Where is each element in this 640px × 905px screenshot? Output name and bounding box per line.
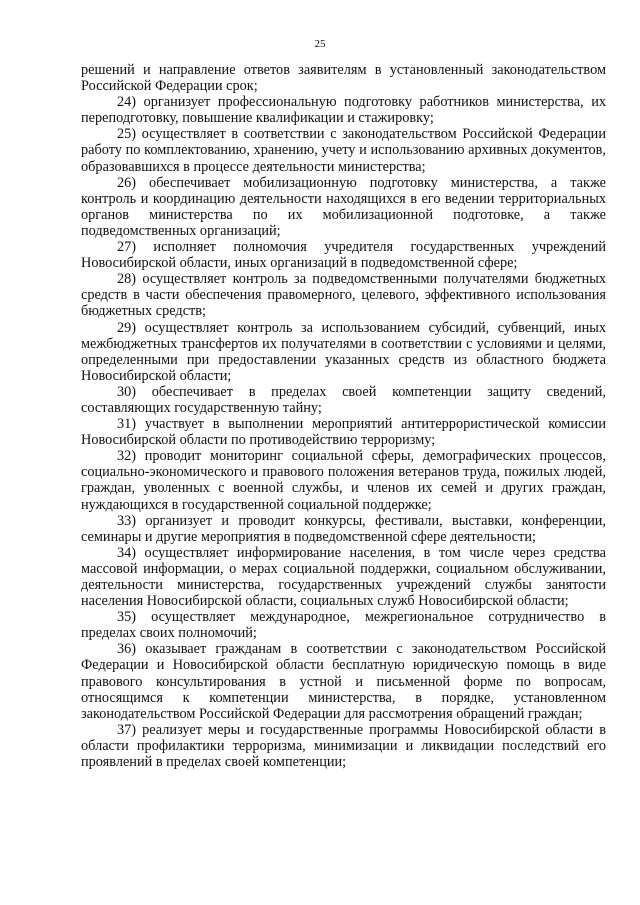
paragraph-item-36: 36) оказывает гражданам в соответствии с законодательством Российской Федерации и Новосибирской области бесплатную юридическую помощь в виде правового консультирования в устной и письменной форме по вопросам, относящимся к компетенции министерства, в порядке, установленном законодательством Российской Федерации для рассмотрения обращений граждан; [81, 641, 606, 722]
paragraph-item-29: 29) осуществляет контроль за использованием субсидий, субвенций, иных межбюджетных трансфертов их получателями в соответствии с условиями и целями, определенными при предоставлении указанных средств из областного бюджета Новосибирской области; [81, 319, 606, 384]
paragraph-item-32: 32) проводит мониторинг социальной сферы, демографических процессов, социально-экономического и правового положения ветеранов труда, пожилых людей, граждан, уволенных с военной службы, и членов их семей и других граждан, нуждающихся в государственной социальной поддержке; [81, 448, 606, 513]
paragraph-item-37: 37) реализует меры и государственные программы Новосибирской области в области профилактики терроризма, минимизации и ликвидации последствий его проявлений в пределах своей компетенции; [81, 721, 606, 771]
paragraph-item-35: 35) осуществляет международное, межрегиональное сотрудничество в пределах своих полномочий; [81, 609, 606, 642]
paragraph-item-31: 31) участвует в выполнении мероприятий антитеррористической комиссии Новосибирской области по противодействию терроризму; [81, 416, 606, 449]
paragraph-item-33: 33) организует и проводит конкурсы, фестивали, выставки, конференции, семинары и другие мероприятия в подведомственной сфере деятельности; [81, 512, 606, 545]
paragraph-item-27: 27) исполняет полномочия учредителя государственных учреждений Новосибирской области, иных организаций в подведомственной сфере; [81, 239, 606, 272]
paragraph-item-26: 26) обеспечивает мобилизационную подготовку министерства, а также контроль и координацию деятельности находящихся в его ведении территориальных органов министерства по их мобилизационной подготовке, а также подведомственных организаций; [81, 174, 606, 239]
paragraph-item-34: 34) осуществляет информирование населения, в том числе через средства массовой информации, о мерах социальной поддержки, социальном обслуживании, деятельности министерства, государственных учреждений службы занятости населения Новосибирской области, социальных служб Новосибирской области; [81, 544, 606, 610]
paragraph-item-28: 28) осуществляет контроль за подведомственными получателями бюджетных средств в части обеспечения правомерного, целевого, эффективного использования бюджетных средств; [81, 271, 606, 320]
document-body [81, 62, 606, 770]
page-number: 25 [314, 38, 326, 50]
paragraph-item-24: 24) организует профессиональную подготовку работников министерства, их переподготовку, повышение квалификации и стажировку; [81, 94, 606, 127]
paragraph-item-30: 30) обеспечивает в пределах своей компетенции защиту сведений, составляющих государственную тайну; [81, 383, 606, 416]
paragraph-item-25: 25) осуществляет в соответствии с законодательством Российской Федерации работу по комплектованию, хранению, учету и использованию архивных документов, образовавшихся в процессе деятельности министерства; [81, 126, 606, 175]
paragraph-continuation: решений и направление ответов заявителям в установленный законодательством Российской Федерации срок; [81, 62, 606, 95]
